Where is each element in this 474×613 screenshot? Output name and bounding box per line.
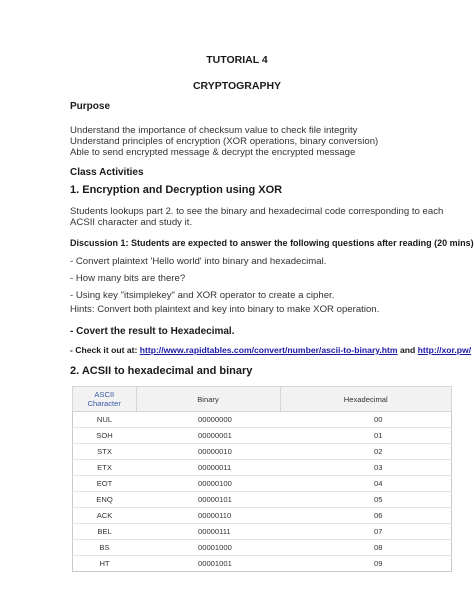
doc-title: TUTORIAL 4 (206, 54, 268, 66)
table-row (73, 412, 452, 428)
purpose-line: Understand principles of encryption (XOR operations, binary conversion) (70, 136, 379, 147)
ascii-cell: HT (73, 556, 137, 572)
table-row (73, 540, 452, 556)
table-row (73, 476, 452, 492)
doc-subtitle: CRYPTOGRAPHY (192, 80, 282, 92)
hex-cell: 04 (280, 476, 452, 492)
covert-instruction: - Covert the result to Hexadecimal. (70, 326, 235, 337)
binary-cell: 00000100 (136, 476, 280, 492)
hint-text: Hints: Convert both plaintext and key into binary to make XOR operation. (70, 304, 380, 315)
binary-cell: 00000101 (136, 492, 280, 508)
task-item: - Using key "itsimplekey" and XOR operator to create a cipher. (70, 290, 335, 301)
discussion-heading: Discussion 1: Students are expected to answer the following questions after reading (20 mins) (70, 238, 474, 248)
binary-cell: 00001000 (136, 540, 280, 556)
binary-cell: 00001001 (136, 556, 280, 572)
table-row (73, 556, 452, 572)
header-ascii-line1: ASCII (94, 390, 115, 399)
purpose-line: Able to send encrypted message & decrypt the encrypted message (70, 147, 356, 158)
hex-cell: 01 (280, 428, 452, 444)
table-body (73, 412, 452, 572)
hex-cell: 05 (280, 492, 452, 508)
ascii-cell: ETX (73, 460, 137, 476)
task-item: - How many bits are there? (70, 273, 186, 284)
header-hexadecimal: Hexadecimal (280, 387, 452, 412)
hex-cell: 02 (280, 444, 452, 460)
ascii-cell: NUL (73, 412, 137, 428)
hex-cell: 03 (280, 460, 452, 476)
hex-cell: 00 (280, 412, 452, 428)
link-and: and (397, 345, 418, 355)
check-prefix: - Check it out at: (70, 345, 140, 355)
header-ascii-character (73, 387, 137, 412)
rapidtables-link[interactable]: http://www.rapidtables.com/convert/number/ascii-to-binary.htm (139, 345, 398, 355)
ascii-cell: STX (73, 444, 137, 460)
binary-cell: 00000000 (136, 412, 280, 428)
check-links-line (70, 345, 471, 355)
ascii-cell: ACK (73, 508, 137, 524)
ascii-cell: BS (73, 540, 137, 556)
binary-cell: 00000011 (136, 460, 280, 476)
task-item: - Convert plaintext 'Hello world' into binary and hexadecimal. (70, 256, 327, 267)
ascii-cell: BEL (73, 524, 137, 540)
table-row (73, 428, 452, 444)
ascii-table (72, 386, 452, 572)
purpose-heading: Purpose (70, 101, 111, 112)
activities-heading: Class Activities (70, 167, 144, 178)
table-row (73, 444, 452, 460)
hex-cell: 06 (280, 508, 452, 524)
header-binary: Binary (136, 387, 280, 412)
table-row (73, 492, 452, 508)
hex-cell: 07 (280, 524, 452, 540)
table-header-row (73, 387, 452, 412)
section1-heading: 1. Encryption and Decryption using XOR (70, 184, 283, 196)
hex-cell: 09 (280, 556, 452, 572)
ascii-cell: SOH (73, 428, 137, 444)
ascii-cell: ENQ (73, 492, 137, 508)
table-row (73, 524, 452, 540)
binary-cell: 00000111 (136, 524, 280, 540)
binary-cell: 00000110 (136, 508, 280, 524)
ascii-cell: EOT (73, 476, 137, 492)
header-ascii-line2: Character (87, 399, 121, 408)
table-row (73, 508, 452, 524)
table-row (73, 460, 452, 476)
purpose-line: Understand the importance of checksum value to check file integrity (70, 125, 358, 136)
section1-paragraph-line: Students lookups part 2. to see the binary and hexadecimal code corresponding to each (70, 206, 444, 217)
hex-cell: 08 (280, 540, 452, 556)
binary-cell: 00000001 (136, 428, 280, 444)
section1-paragraph-line: ACSII character and study it. (70, 217, 193, 228)
binary-cell: 00000010 (136, 444, 280, 460)
section2-heading: 2. ACSII to hexadecimal and binary (70, 365, 253, 377)
xorpw-link[interactable]: http://xor.pw/ (417, 345, 472, 355)
